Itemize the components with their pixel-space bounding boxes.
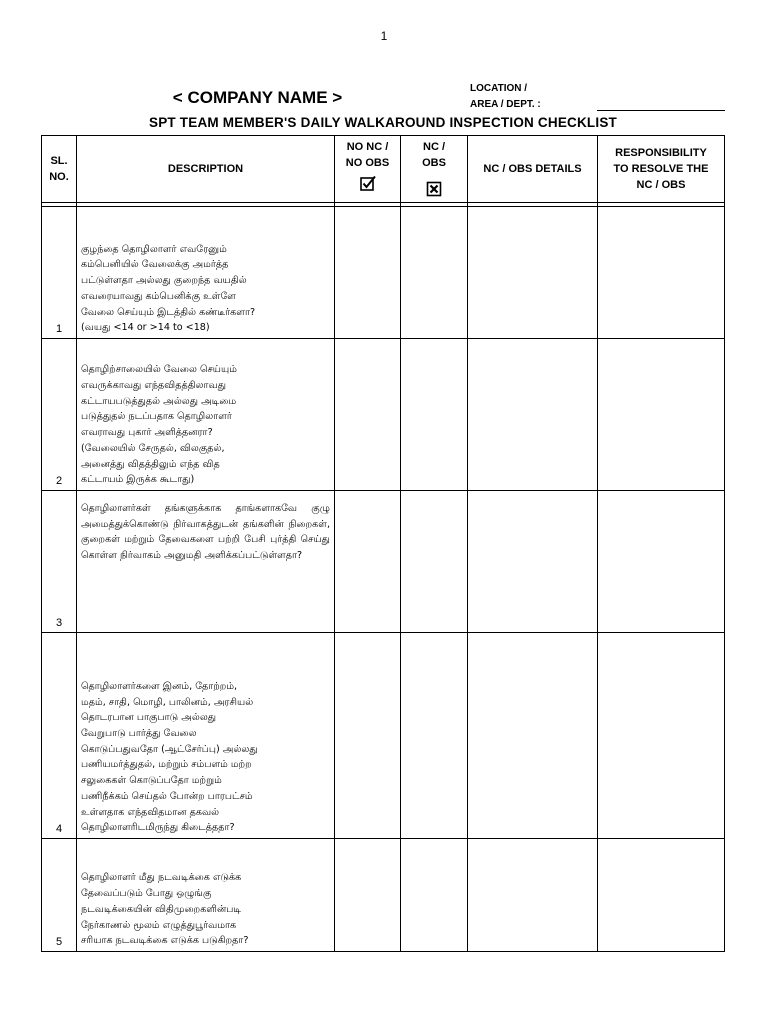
description-cell: தொழிலாளர் மீது நடவடிக்கை எடுக்க தேவைப்படும் போது ஒழுங்கு நடவடிக்கையின் விதிமுறைகளின்படி நேர்காணல் மூலம் எழுத்துபூர்வமாக சரியாக நடவடிக்கை எடுக்க படுகிறதா? xyxy=(77,839,335,952)
no-nc-cell[interactable] xyxy=(335,491,401,633)
sl-cell: 2 xyxy=(42,339,77,491)
sl-cell: 1 xyxy=(42,207,77,339)
responsibility-cell[interactable] xyxy=(598,339,725,491)
responsibility-cell[interactable] xyxy=(598,491,725,633)
details-cell[interactable] xyxy=(468,339,598,491)
responsibility-header: RESPONSIBILITY TO RESOLVE THE NC / OBS xyxy=(598,136,725,203)
description-cell: குழந்தை தொழிலாளர் எவரேனும் கம்பெனியில் வேலைக்கு அமர்த்த பட்டுள்ளதா அல்லது குறைந்த வயதில் எவரையாவது கம்பெனிக்கு உள்ளே வேலை செய்யும் இடத்தில் கண்டீர்களா? (வயது <14 or >14 to <18) xyxy=(77,207,335,339)
sl-cell: 5 xyxy=(42,839,77,952)
checklist-title: SPT TEAM MEMBER'S DAILY WALKAROUND INSPECTION CHECKLIST xyxy=(149,115,617,130)
checklist-table xyxy=(41,135,725,952)
description-cell: தொழிலாளர்கள் தங்களுக்காக தாங்களாகவே குழு அமைத்துக்கொண்டு நிர்வாகத்துடன் தங்களின் நிறைகள், குறைகள் மற்றும் தேவைகளை பற்றி பேசி புர்த்தி செய்து கொள்ள நிர்வாகம் அனுமதி அளிக்கப்பட்டுள்ளதா? xyxy=(77,491,335,633)
table-row xyxy=(42,633,725,839)
location-input-line[interactable] xyxy=(597,110,725,111)
details-cell[interactable] xyxy=(468,491,598,633)
responsibility-cell[interactable] xyxy=(598,633,725,839)
nc-obs-details-header: NC / OBS DETAILS xyxy=(468,136,598,203)
nc-obs-cell[interactable] xyxy=(401,207,468,339)
nc-obs-cell[interactable] xyxy=(401,491,468,633)
details-cell[interactable] xyxy=(468,633,598,839)
area-dept-label: AREA / DEPT. : xyxy=(470,99,541,110)
description-cell: தொழிற்சாலையில் வேலை செய்யும் எவருக்காவது எந்தவிதத்திலாவது கட்டாயபடுத்துதல் அல்லது அடிமை படுத்துதல் நடப்பதாக தொழிலாளர் எவராவது புகார் அளித்தனரா? (வேலையில் சேருதல், விலகுதல், அனைத்து விதத்திலும் எந்த வித கட்டாயம் இருக்க கூடாது) xyxy=(77,339,335,491)
responsibility-cell[interactable] xyxy=(598,207,725,339)
description-header: DESCRIPTION xyxy=(77,136,335,203)
nc-obs-header: NC / OBS xyxy=(401,136,468,203)
no-nc-cell[interactable] xyxy=(335,339,401,491)
company-name: < COMPANY NAME > xyxy=(172,88,343,107)
crossed-box-icon xyxy=(426,181,442,197)
no-nc-cell[interactable] xyxy=(335,207,401,339)
sl-no-header: SL. NO. xyxy=(42,136,77,203)
no-nc-cell[interactable] xyxy=(335,839,401,952)
page-number: 1 xyxy=(380,29,388,43)
nc-obs-cell[interactable] xyxy=(401,339,468,491)
header-row xyxy=(42,136,725,203)
nc-obs-cell[interactable] xyxy=(401,633,468,839)
table-row xyxy=(42,839,725,952)
sl-cell: 3 xyxy=(42,491,77,633)
no-nc-header: NO NC / NO OBS xyxy=(335,136,401,203)
checked-box-icon xyxy=(360,175,376,191)
table-row xyxy=(42,491,725,633)
table-row xyxy=(42,339,725,491)
details-cell[interactable] xyxy=(468,839,598,952)
details-cell[interactable] xyxy=(468,207,598,339)
responsibility-cell[interactable] xyxy=(598,839,725,952)
no-nc-cell[interactable] xyxy=(335,633,401,839)
nc-obs-cell[interactable] xyxy=(401,839,468,952)
location-label: LOCATION / xyxy=(470,83,528,94)
table-row xyxy=(42,207,725,339)
sl-cell: 4 xyxy=(42,633,77,839)
description-cell: தொழிலாளர்களை இனம், தோற்றம், மதம், சாதி, மொழி, பாலினம், அரசியல் தொடரபான பாகுபாடு அல்லது வேறுபாடு பார்த்து வேலை கொடுப்பதுவதோ (ஆட்சேர்ப்பு) அல்லது பணியமர்த்துதல், மற்றும் சம்பளம் மற்ற சலுகைகள் கொடுப்பதோ மற்றும் பணிநீக்கம் செய்தல் போன்ற பாரபட்சம் உள்ளதாக எந்தவிதமான தகவல் தொழிலாளரிடமிருந்து கிடைத்ததா? xyxy=(77,633,335,839)
